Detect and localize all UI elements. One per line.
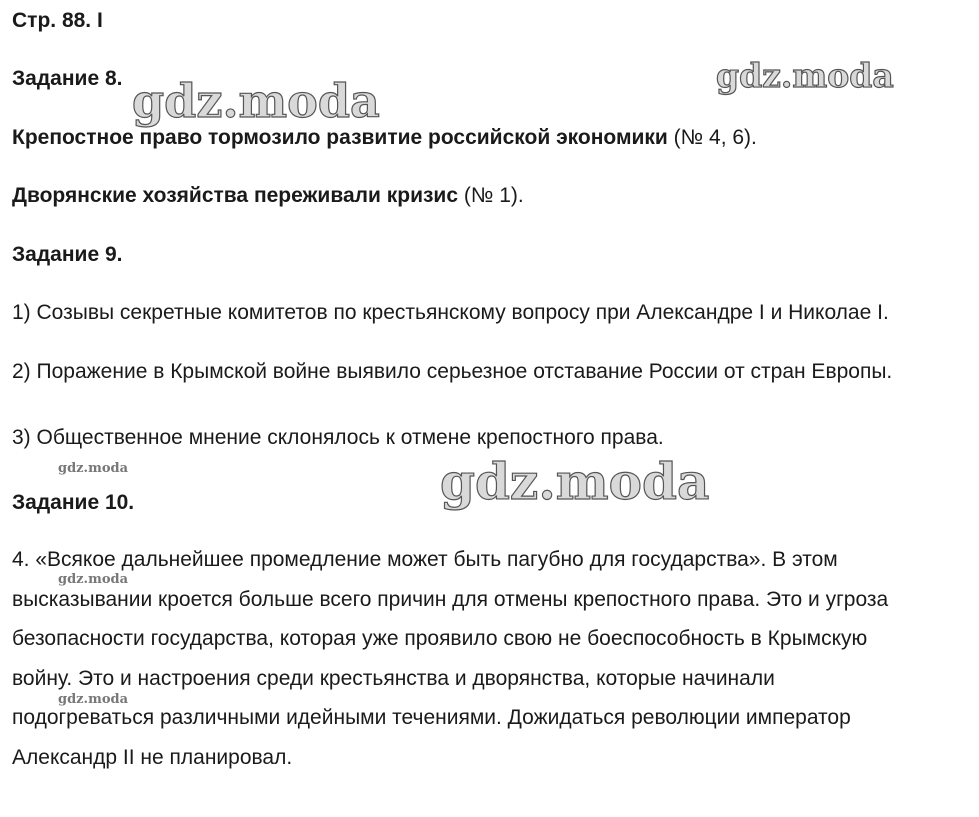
task9-item-2: 2) Поражение в Крымской войне выявило серьезное отставание России от стран Европы.: [12, 360, 893, 383]
watermark-large-center: gdz.moda: [440, 452, 710, 511]
task8-line2-rest: (№ 1).: [458, 184, 524, 207]
task8-line2: [12, 184, 524, 208]
task10-line-6: Александр II не планировал.: [12, 745, 293, 769]
task10-title: Задание 10.: [12, 491, 135, 514]
page-header: Стр. 88. I: [12, 9, 103, 32]
task10-line-5: подогреваться различными идейными течениями. Дожидаться революции император: [12, 706, 851, 729]
task8-line1-bold: Крепостное право тормозило развитие российской экономики: [12, 126, 668, 149]
task9-title: Задание 9.: [12, 243, 123, 266]
task10-line-3: безопасности государства, которая уже проявило свою не боеспособность в Крымскую: [12, 627, 868, 650]
task10-line-2: высказывании кроется больше всего причин для отмены крепостного права. Это и угроза: [12, 587, 889, 611]
watermark-top-right: gdz.moda: [716, 56, 894, 95]
task8-line1: [12, 126, 757, 150]
task10-line-4: войну. Это и настроения среди крестьянства и дворянства, которые начинали: [12, 666, 775, 690]
watermark-small-2: gdz.moda: [58, 572, 129, 587]
watermark-large-left: gdz.moda: [132, 74, 380, 128]
task9-item-1: 1) Созывы секретные комитетов по крестьянскому вопросу при Александре I и Николае I.: [12, 301, 889, 324]
task8-title: Задание 8.: [12, 67, 123, 90]
task8-line1-rest: (№ 4, 6).: [667, 126, 757, 149]
task8-line2-bold: Дворянские хозяйства переживали кризис: [12, 184, 459, 207]
task10-paragraph: [12, 540, 972, 777]
task10-line-1: 4. «Всякое дальнейшее промедление может быть пагубно для государства». В этом: [12, 548, 838, 571]
watermark-small-1: gdz.moda: [58, 461, 129, 476]
watermark-small-3: gdz.moda: [58, 692, 129, 707]
task9-item-3: 3) Общественное мнение склонялось к отмене крепостного права.: [12, 426, 664, 449]
